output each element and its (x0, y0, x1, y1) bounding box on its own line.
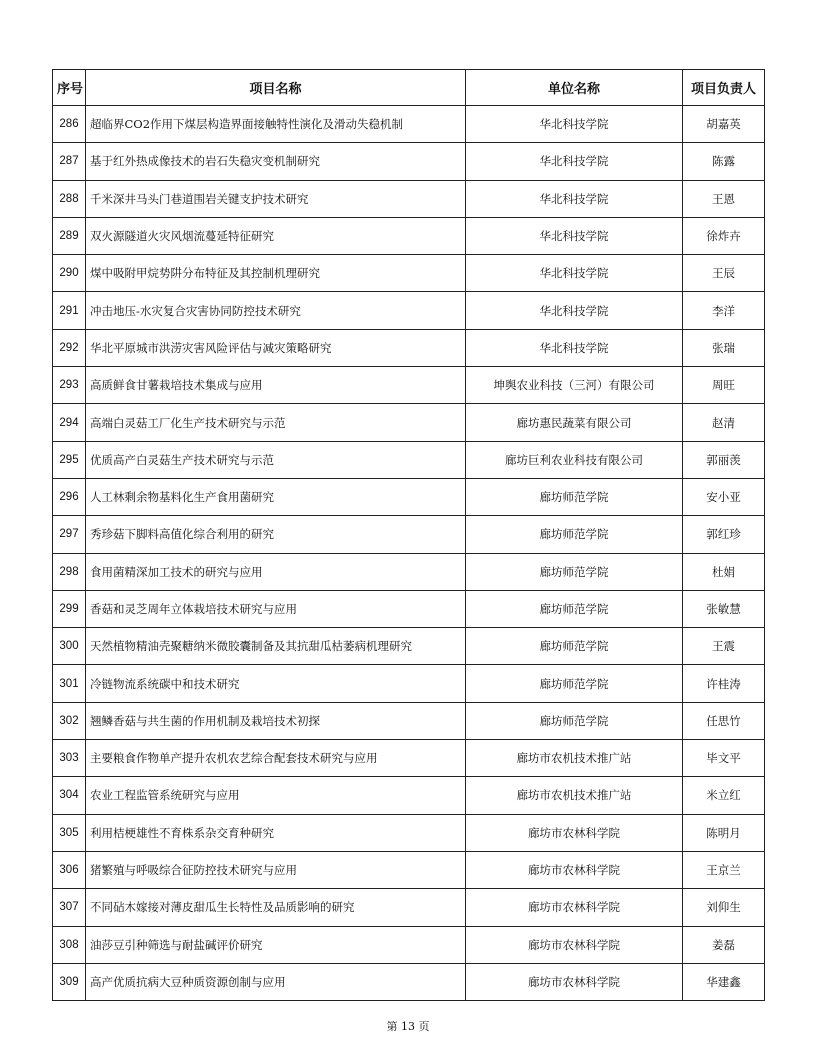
project-table (52, 69, 765, 1001)
row-number: 309 (53, 963, 86, 1000)
row-number: 289 (53, 217, 86, 254)
unit-name: 廊坊市农林科学院 (466, 814, 683, 851)
row-number: 292 (53, 329, 86, 366)
unit-name: 廊坊师范学院 (466, 590, 683, 627)
table-row (53, 665, 765, 702)
table-header-row (53, 70, 765, 106)
project-lead: 陈露 (683, 143, 765, 180)
row-number: 295 (53, 441, 86, 478)
header-project-name: 项目名称 (86, 70, 466, 106)
project-lead: 米立红 (683, 777, 765, 814)
table-row (53, 106, 765, 143)
project-name: 农业工程监管系统研究与应用 (86, 777, 466, 814)
project-lead: 王震 (683, 628, 765, 665)
project-name: 油莎豆引种筛选与耐盐碱评价研究 (86, 926, 466, 963)
table-row (53, 143, 765, 180)
project-lead: 刘仰生 (683, 889, 765, 926)
row-number: 298 (53, 553, 86, 590)
table-row (53, 590, 765, 627)
unit-name: 廊坊师范学院 (466, 628, 683, 665)
unit-name: 廊坊惠民蔬菜有限公司 (466, 404, 683, 441)
unit-name: 华北科技学院 (466, 292, 683, 329)
table-row (53, 702, 765, 739)
project-lead: 许桂涛 (683, 665, 765, 702)
row-number: 299 (53, 590, 86, 627)
unit-name: 廊坊市农林科学院 (466, 926, 683, 963)
project-lead: 胡嘉英 (683, 106, 765, 143)
table-row (53, 441, 765, 478)
unit-name: 廊坊师范学院 (466, 516, 683, 553)
project-name: 冷链物流系统碳中和技术研究 (86, 665, 466, 702)
project-name: 高产优质抗病大豆种质资源创制与应用 (86, 963, 466, 1000)
project-lead: 李洋 (683, 292, 765, 329)
row-number: 304 (53, 777, 86, 814)
header-no: 序号 (53, 70, 86, 106)
table-row (53, 329, 765, 366)
row-number: 306 (53, 851, 86, 888)
row-number: 300 (53, 628, 86, 665)
project-name: 食用菌精深加工技术的研究与应用 (86, 553, 466, 590)
table-row (53, 255, 765, 292)
table-row (53, 217, 765, 254)
unit-name: 华北科技学院 (466, 143, 683, 180)
project-name: 利用桔梗雄性不育株系杂交育种研究 (86, 814, 466, 851)
table-row (53, 777, 765, 814)
table-row (53, 292, 765, 329)
row-number: 287 (53, 143, 86, 180)
project-name: 冲击地压-水灾复合灾害协同防控技术研究 (86, 292, 466, 329)
table-row (53, 478, 765, 515)
table-row (53, 628, 765, 665)
unit-name: 廊坊师范学院 (466, 665, 683, 702)
project-lead: 徐炸卉 (683, 217, 765, 254)
row-number: 291 (53, 292, 86, 329)
unit-name: 华北科技学院 (466, 180, 683, 217)
project-lead: 毕文平 (683, 740, 765, 777)
table-row (53, 553, 765, 590)
project-lead: 张敏慧 (683, 590, 765, 627)
project-lead: 周旺 (683, 367, 765, 404)
project-lead: 杜娟 (683, 553, 765, 590)
project-name: 优质高产白灵菇生产技术研究与示范 (86, 441, 466, 478)
project-name: 香菇和灵芝周年立体栽培技术研究与应用 (86, 590, 466, 627)
project-name: 煤中吸附甲烷势阱分布特征及其控制机理研究 (86, 255, 466, 292)
header-project-lead: 项目负责人 (683, 70, 765, 106)
table-row (53, 926, 765, 963)
unit-name: 华北科技学院 (466, 106, 683, 143)
table-row (53, 963, 765, 1000)
row-number: 296 (53, 478, 86, 515)
unit-name: 廊坊师范学院 (466, 702, 683, 739)
row-number: 286 (53, 106, 86, 143)
project-lead: 郭丽羡 (683, 441, 765, 478)
unit-name: 华北科技学院 (466, 329, 683, 366)
project-lead: 陈明月 (683, 814, 765, 851)
page-number: 第 13 页 (386, 1020, 430, 1033)
project-lead: 张瑞 (683, 329, 765, 366)
project-lead: 赵清 (683, 404, 765, 441)
unit-name: 廊坊市农林科学院 (466, 889, 683, 926)
project-name: 千米深井马头门巷道围岩关键支护技术研究 (86, 180, 466, 217)
project-name: 不同砧木嫁接对薄皮甜瓜生长特性及品质影响的研究 (86, 889, 466, 926)
unit-name: 华北科技学院 (466, 255, 683, 292)
project-lead: 郭红珍 (683, 516, 765, 553)
table-body (53, 106, 765, 1001)
header-unit-name: 单位名称 (466, 70, 683, 106)
project-name: 高端白灵菇工厂化生产技术研究与示范 (86, 404, 466, 441)
project-name: 高质鲜食甘薯栽培技术集成与应用 (86, 367, 466, 404)
unit-name: 廊坊市农林科学院 (466, 851, 683, 888)
row-number: 301 (53, 665, 86, 702)
unit-name: 廊坊师范学院 (466, 478, 683, 515)
unit-name: 坤舆农业科技（三河）有限公司 (466, 367, 683, 404)
project-name: 翘鳞香菇与共生菌的作用机制及栽培技术初探 (86, 702, 466, 739)
project-lead: 任思竹 (683, 702, 765, 739)
project-lead: 王京兰 (683, 851, 765, 888)
unit-name: 廊坊市农机技术推广站 (466, 740, 683, 777)
table-row (53, 516, 765, 553)
project-name: 天然植物精油壳聚糖纳米微胶囊制备及其抗甜瓜枯萎病机理研究 (86, 628, 466, 665)
project-name: 主要粮食作物单产提升农机农艺综合配套技术研究与应用 (86, 740, 466, 777)
project-name: 猪繁殖与呼吸综合征防控技术研究与应用 (86, 851, 466, 888)
table-row (53, 814, 765, 851)
unit-name: 廊坊市农林科学院 (466, 963, 683, 1000)
row-number: 308 (53, 926, 86, 963)
row-number: 290 (53, 255, 86, 292)
row-number: 294 (53, 404, 86, 441)
table-row (53, 889, 765, 926)
table-row (53, 851, 765, 888)
unit-name: 廊坊师范学院 (466, 553, 683, 590)
project-name: 华北平原城市洪涝灾害风险评估与减灾策略研究 (86, 329, 466, 366)
table-row (53, 740, 765, 777)
project-lead: 姜磊 (683, 926, 765, 963)
row-number: 303 (53, 740, 86, 777)
project-name: 人工林剩余物基料化生产食用菌研究 (86, 478, 466, 515)
table-row (53, 367, 765, 404)
unit-name: 廊坊市农机技术推广站 (466, 777, 683, 814)
unit-name: 廊坊巨利农业科技有限公司 (466, 441, 683, 478)
project-name: 超临界CO2作用下煤层构造界面接触特性演化及滑动失稳机制 (86, 106, 466, 143)
row-number: 302 (53, 702, 86, 739)
row-number: 293 (53, 367, 86, 404)
unit-name: 华北科技学院 (466, 217, 683, 254)
row-number: 305 (53, 814, 86, 851)
project-lead: 华建鑫 (683, 963, 765, 1000)
project-name: 秀珍菇下脚料高值化综合利用的研究 (86, 516, 466, 553)
project-name: 基于红外热成像技术的岩石失稳灾变机制研究 (86, 143, 466, 180)
project-name: 双火源隧道火灾风烟流蔓延特征研究 (86, 217, 466, 254)
table-row (53, 180, 765, 217)
row-number: 307 (53, 889, 86, 926)
project-lead: 王恩 (683, 180, 765, 217)
project-lead: 安小亚 (683, 478, 765, 515)
row-number: 288 (53, 180, 86, 217)
table-row (53, 404, 765, 441)
project-lead: 王辰 (683, 255, 765, 292)
row-number: 297 (53, 516, 86, 553)
